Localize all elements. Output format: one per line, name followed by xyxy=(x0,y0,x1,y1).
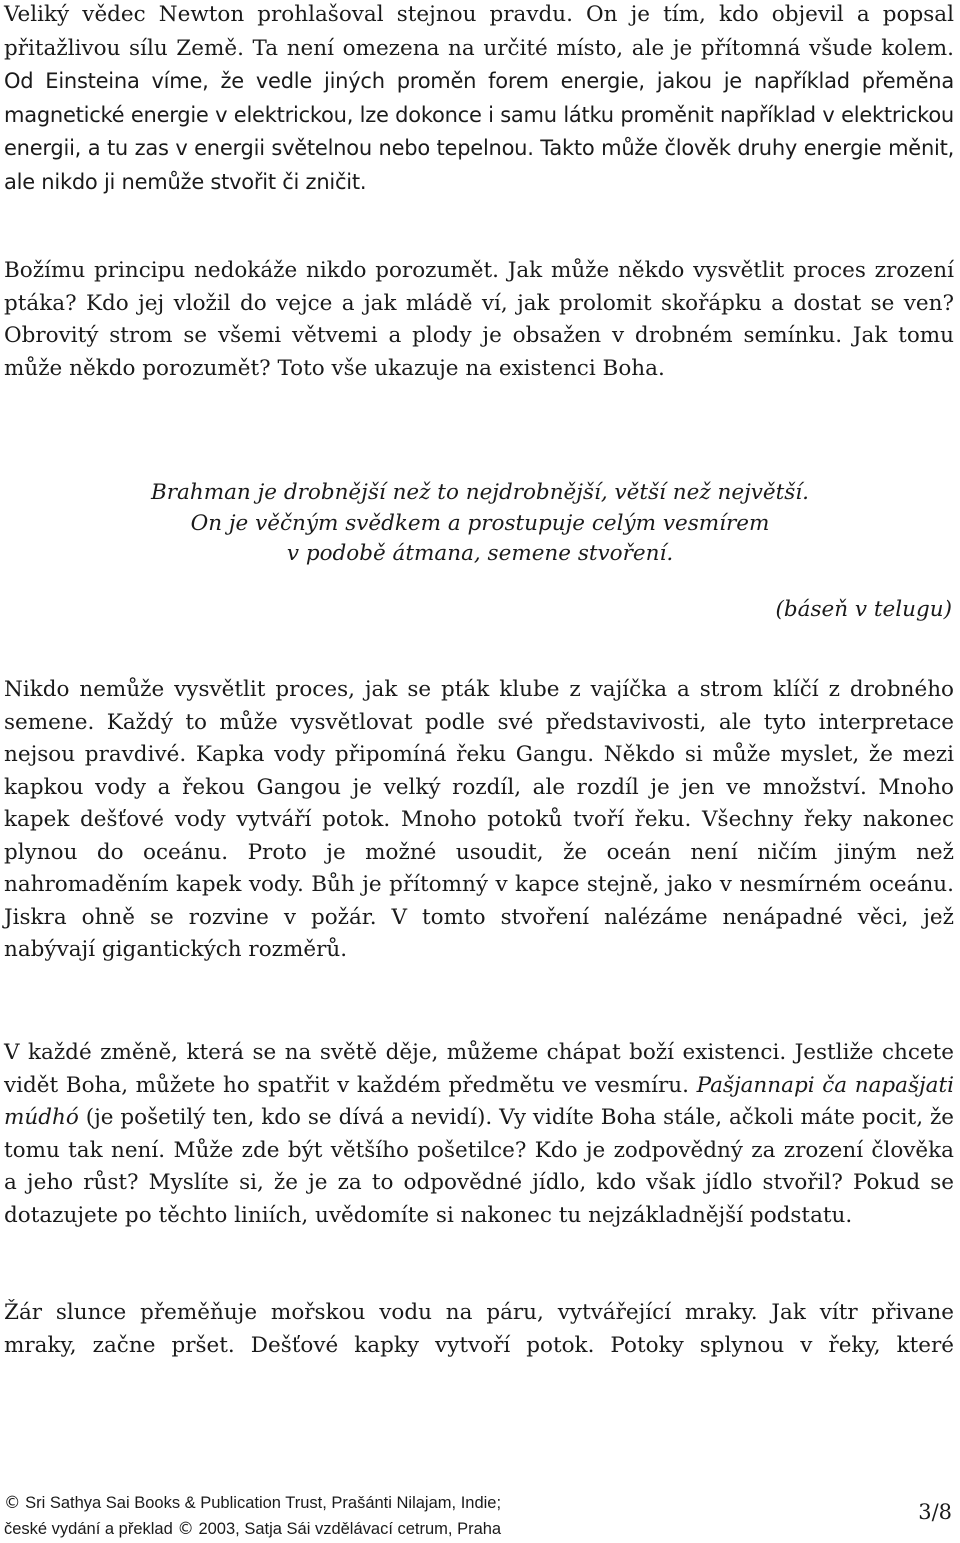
paragraph-einstein-sans-part: Od Einsteina víme, že vedle jiných proměn forem energie, jakou je například přeměna magnetické energie v elektrickou, lze dokonce i samu látku proměnit například v elektrickou energii, a tu zas v energii světelnou nebo tepelnou. Takto může člověk druhy energie měnit, ale nikdo ji nemůže stvořit či zničit. xyxy=(4,69,954,194)
footer-edition: české vydání a překlad xyxy=(4,1520,178,1538)
footer-line-1 xyxy=(4,1490,501,1516)
footer-credits xyxy=(4,1490,501,1542)
page-number: 3/8 xyxy=(918,1500,952,1524)
page-footer xyxy=(4,1490,954,1540)
paragraph-drop-and-ocean: Nikdo nemůže vysvětlit proces, jak se pták klube z vajíčka a strom klíčí z drobného semene. Každý to může vysvětlovat podle své představivosti, ale tyto interpretace nejsou pravdivé. Kapka vody připomíná řeku Gangu. Někdo si může myslet, že mezi kapkou vody a řekou Gangou je velký rozdíl, ale rozdíl je jen ve množství. Mnoho kapek dešťové vody vytváří potok. Mnoho potoků tvoří řeku. Všechny řeky nakonec plynou do oceánu. Proto je možné usoudit, že oceán není ničím jiným než nahromaděním kapek vody. Bůh je přítomný v kapce stejně, jako v nesmírném oceánu. Jiskra ohně se rozvine v požár. V tomto stvoření nalézáme nenápadné věci, jež nabývají gigantických rozměrů. xyxy=(4,677,954,962)
copyright-icon: © xyxy=(177,1519,194,1538)
paragraph-newton-serif-part: Veliký vědec Newton prohlašoval stejnou pravdu. On je tím, kdo objevil a popsal přitažlivou sílu Země. Ta není omezena na určité místo, ale je přítomná všude kolem. xyxy=(4,2,954,61)
sanskrit-quote: Pašjannapi ča napašjati múdhó xyxy=(4,1072,954,1130)
footer-line-2 xyxy=(4,1516,501,1542)
paragraph-seeing-god-part-1: V každé změně, která se na světě děje, můžeme chápat boží existenci. Jestliže chcete vidět Boha, můžete ho spatřit v každém předmětu ve vesmíru. xyxy=(4,1040,954,1098)
poem-block xyxy=(0,478,960,570)
footer-publisher: Sri Sathya Sai Books & Publication Trust, Prašánti Nilajam, Indie; xyxy=(20,1494,502,1512)
poem-line-3: v podobě átmana, semene stvoření. xyxy=(286,541,674,566)
poem-source: (báseň v telugu) xyxy=(775,597,952,622)
paragraph-seeing-god xyxy=(4,1037,954,1232)
poem-line-1: Brahman je drobnější než to nejdrobnější, větší než největší. xyxy=(150,480,809,505)
paragraph-newton-einstein xyxy=(4,0,954,199)
footer-translator: 2003, Satja Sái vzdělávací cetrum, Praha xyxy=(193,1520,502,1538)
paragraph-seeing-god-part-2: (je pošetilý ten, kdo se dívá a nevidí). Vy vidíte Boha stále, ačkoli máte pocit, že tomu tak není. Může zde být většího pošetilce? Kdo je zodpovědný za zrození člověka a jeho růst? Myslíte si, že je za to odpovědné jídlo, kdo však jídlo stvořil? Pokud se dotazujete po těchto liniích, uvědomíte si nakonec tu nejzákladnější podstatu. xyxy=(4,1105,954,1228)
copyright-icon: © xyxy=(4,1493,21,1512)
paragraph-water-cycle: Žár slunce přeměňuje mořskou vodu na páru, vytvářející mraky. Jak vítr přivane mraky, začne pršet. Dešťové kapky vytvoří potok. Potoky splynou v řeky, které xyxy=(4,1300,954,1358)
poem-line-2: On je věčným svědkem a prostupuje celým vesmírem xyxy=(190,510,770,536)
paragraph-divine-principle: Božímu principu nedokáže nikdo porozumět. Jak může někdo vysvětlit proces zrození ptáka? Kdo jej vložil do vejce a jak mládě ví, jak prolomit skořápku a dostat se ven? Obrovitý strom se všemi větvemi a plody je obsažen v drobném semínku. Jak tomu může někdo porozumět? Toto vše ukazuje na existenci Boha. xyxy=(4,258,954,381)
